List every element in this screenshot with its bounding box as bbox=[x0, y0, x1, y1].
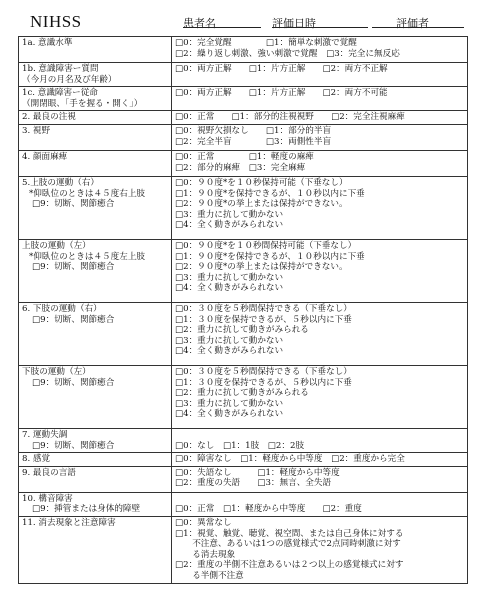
score-row bbox=[19, 466, 468, 492]
score-option[interactable]: □2：繰り返し刺激、強い刺激で覚醒 □3：完全に無反応 bbox=[175, 48, 400, 59]
item-note[interactable]: □9：切断、関節癒合 bbox=[32, 199, 115, 210]
item-note[interactable]: □9：切断、関節癒合 bbox=[32, 440, 115, 451]
score-option[interactable]: □4：全く動きがみられない bbox=[175, 283, 284, 294]
item-cell bbox=[19, 37, 172, 63]
score-option[interactable]: □0：なし □1：1肢 □2：2肢 bbox=[175, 440, 305, 451]
patient-name-label: 患者名 bbox=[183, 17, 216, 30]
options-cell bbox=[172, 428, 468, 452]
item-title: 下肢の運動（左） bbox=[22, 366, 91, 377]
options-cell bbox=[172, 176, 468, 239]
score-row bbox=[19, 111, 468, 125]
item-cell bbox=[19, 516, 172, 583]
form-header bbox=[0, 0, 483, 36]
item-cell bbox=[19, 111, 172, 125]
score-option[interactable]: □2：重度の失語 □3：無言、全失語 bbox=[175, 478, 332, 489]
options-cell bbox=[172, 239, 468, 302]
item-title: 10. 構音障害 bbox=[22, 493, 73, 504]
score-option[interactable]: □0：両方正解 □1：片方正解 □2：両方不可能 bbox=[175, 88, 388, 99]
item-title: 上肢の運動（左） bbox=[22, 240, 91, 251]
item-cell bbox=[19, 302, 172, 365]
score-row bbox=[19, 150, 468, 176]
score-option: る半側不注意 bbox=[175, 570, 244, 581]
score-row bbox=[19, 453, 468, 467]
item-note: （開閉眼、「手を握る・開く」） bbox=[22, 98, 143, 109]
score-option[interactable]: □3：重力に抗して動かない bbox=[175, 209, 284, 220]
score-option[interactable]: □1：９０度*を保持できるが、１０秒以内に下垂 bbox=[175, 251, 365, 262]
score-option[interactable]: □3：重力に抗して動かない bbox=[175, 335, 284, 346]
score-row bbox=[19, 239, 468, 302]
score-row bbox=[19, 516, 468, 583]
options-cell bbox=[172, 63, 468, 87]
score-row bbox=[19, 176, 468, 239]
score-option[interactable]: □2：部分的麻痺 □3：完全麻痺 bbox=[175, 162, 306, 173]
item-cell bbox=[19, 453, 172, 467]
evaluator-field[interactable] bbox=[372, 27, 464, 28]
score-option[interactable]: □0：視野欠損なし □1：部分的半盲 bbox=[175, 125, 332, 136]
options-cell bbox=[172, 37, 468, 63]
item-title: 9. 最良の言語 bbox=[22, 467, 76, 478]
item-cell bbox=[19, 466, 172, 492]
score-option[interactable]: □0：正常 □1：軽度の麻痺 bbox=[175, 151, 314, 162]
score-option[interactable]: □2：完全半盲 □3：両側性半盲 bbox=[175, 136, 332, 147]
score-option[interactable]: □0：３０度を５秒間保持できる（下垂なし） bbox=[175, 366, 352, 377]
score-option[interactable]: □0：完全覚醒 □1：簡単な刺激で覚醒 bbox=[175, 38, 357, 48]
item-title: 6. 下肢の運動（右） bbox=[22, 303, 102, 314]
score-option[interactable]: □4：全く動きがみられない bbox=[175, 409, 284, 420]
score-option[interactable]: □0：異常なし bbox=[175, 517, 232, 528]
item-cell bbox=[19, 87, 172, 111]
options-cell bbox=[172, 302, 468, 365]
item-note: *仰臥位のときは４５度左上肢 bbox=[29, 251, 146, 262]
options-cell bbox=[172, 87, 468, 111]
evaluation-datetime-field[interactable] bbox=[272, 27, 368, 28]
score-option[interactable]: □1：３０度を保持できるが、５秒以内に下垂 bbox=[175, 314, 352, 325]
item-title: 3. 視野 bbox=[22, 125, 51, 136]
item-note[interactable]: □9：切断、関節癒合 bbox=[32, 262, 115, 273]
score-option[interactable]: □1：９０度*を保持できるが、１０秒以内に下垂 bbox=[175, 188, 365, 199]
score-option[interactable]: □0：両方正解 □1：片方正解 □2：両方不正解 bbox=[175, 64, 388, 74]
score-option: る消去現象 bbox=[175, 549, 236, 560]
score-option[interactable]: □0：９０度*を１０秒間保持可能（下垂なし） bbox=[175, 240, 357, 251]
score-option[interactable]: □0：正常 □1：部分的注視視野 □2：完全注視麻痺 bbox=[175, 112, 405, 123]
item-note[interactable]: □9：切断、関節癒合 bbox=[32, 377, 115, 388]
score-row bbox=[19, 124, 468, 150]
options-cell bbox=[172, 492, 468, 516]
item-note: （今月の月名及び年齢） bbox=[22, 74, 117, 85]
item-title: 1b. 意識障害ー質問 bbox=[22, 64, 99, 74]
score-row bbox=[19, 302, 468, 365]
score-option[interactable]: □0：失語なし □1：軽度から中等度 bbox=[175, 467, 340, 478]
score-option bbox=[175, 494, 464, 505]
item-note[interactable]: □9：挿管または身体的障壁 bbox=[32, 504, 141, 515]
score-option[interactable]: □0：障害なし □1：軽度から中等度 □2：重度から完全 bbox=[175, 454, 405, 465]
item-cell bbox=[19, 428, 172, 452]
item-cell bbox=[19, 124, 172, 150]
item-cell bbox=[19, 239, 172, 302]
item-title: 7. 運動失調 bbox=[22, 429, 68, 440]
options-cell bbox=[172, 150, 468, 176]
item-cell bbox=[19, 492, 172, 516]
item-title: 4. 顔面麻痺 bbox=[22, 151, 68, 162]
item-title: 11. 消去現象と注意障害 bbox=[22, 517, 116, 528]
item-title: 2. 最良の注視 bbox=[22, 112, 76, 123]
score-option[interactable]: □0：３０度を５秒間保持できる（下垂なし） bbox=[175, 303, 352, 314]
options-cell bbox=[172, 365, 468, 428]
score-option: 不注意、あるいは1つの感覚様式で2点同時刺激に対す bbox=[175, 539, 401, 550]
form-title: NIHSS bbox=[30, 12, 82, 31]
score-option[interactable]: □3：重力に抗して動かない bbox=[175, 272, 284, 283]
item-title: 5.上肢の運動（右） bbox=[22, 177, 99, 188]
item-cell bbox=[19, 63, 172, 87]
score-option[interactable]: □4：全く動きがみられない bbox=[175, 220, 284, 231]
score-option[interactable]: □2：９０度*の挙上または保持ができない。 bbox=[175, 262, 348, 273]
evaluation-datetime-label: 評価日時 bbox=[272, 17, 316, 30]
options-cell bbox=[172, 111, 468, 125]
score-row bbox=[19, 365, 468, 428]
item-title: 1a. 意識水準 bbox=[22, 38, 73, 48]
nihss-score-table bbox=[18, 36, 468, 584]
score-option bbox=[175, 430, 464, 441]
score-row bbox=[19, 63, 468, 87]
score-option[interactable]: □2：重力に抗して動きがみられる bbox=[175, 325, 309, 336]
score-row bbox=[19, 87, 468, 111]
score-option[interactable]: □2：重度の半側不注意あるいは２つ以上の感覚様式に対す bbox=[175, 560, 404, 571]
options-cell bbox=[172, 466, 468, 492]
options-cell bbox=[172, 516, 468, 583]
item-cell bbox=[19, 150, 172, 176]
score-option[interactable]: □3：重力に抗して動かない bbox=[175, 398, 284, 409]
score-row bbox=[19, 492, 468, 516]
score-option[interactable]: □2：９０度*の挙上または保持ができない。 bbox=[175, 199, 348, 210]
options-cell bbox=[172, 453, 468, 467]
item-title: 1c. 意識障害ー従命 bbox=[22, 88, 98, 99]
item-title: 8. 感覚 bbox=[22, 454, 51, 465]
item-note[interactable]: □9：切断、関節癒合 bbox=[32, 314, 115, 325]
score-option[interactable]: □4：全く動きがみられない bbox=[175, 346, 284, 357]
score-option[interactable]: □1：視覚、触覚、聴覚、視空間、または自己身体に対する bbox=[175, 528, 404, 539]
score-option[interactable]: □0：９０度*を１０秒保持可能（下垂なし） bbox=[175, 177, 348, 188]
score-row bbox=[19, 428, 468, 452]
score-option[interactable]: □0：正常 □1：軽度から中等度 □2：重度 bbox=[175, 504, 362, 515]
score-option[interactable]: □1：３０度を保持できるが、５秒以内に下垂 bbox=[175, 377, 352, 388]
item-note: *仰臥位のときは４５度右上肢 bbox=[29, 188, 146, 199]
item-cell bbox=[19, 176, 172, 239]
score-row bbox=[19, 37, 468, 63]
evaluator-label: 評価者 bbox=[396, 17, 429, 30]
patient-name-field[interactable] bbox=[183, 27, 261, 28]
options-cell bbox=[172, 124, 468, 150]
score-option[interactable]: □2：重力に抗して動きがみられる bbox=[175, 388, 309, 399]
item-cell bbox=[19, 365, 172, 428]
